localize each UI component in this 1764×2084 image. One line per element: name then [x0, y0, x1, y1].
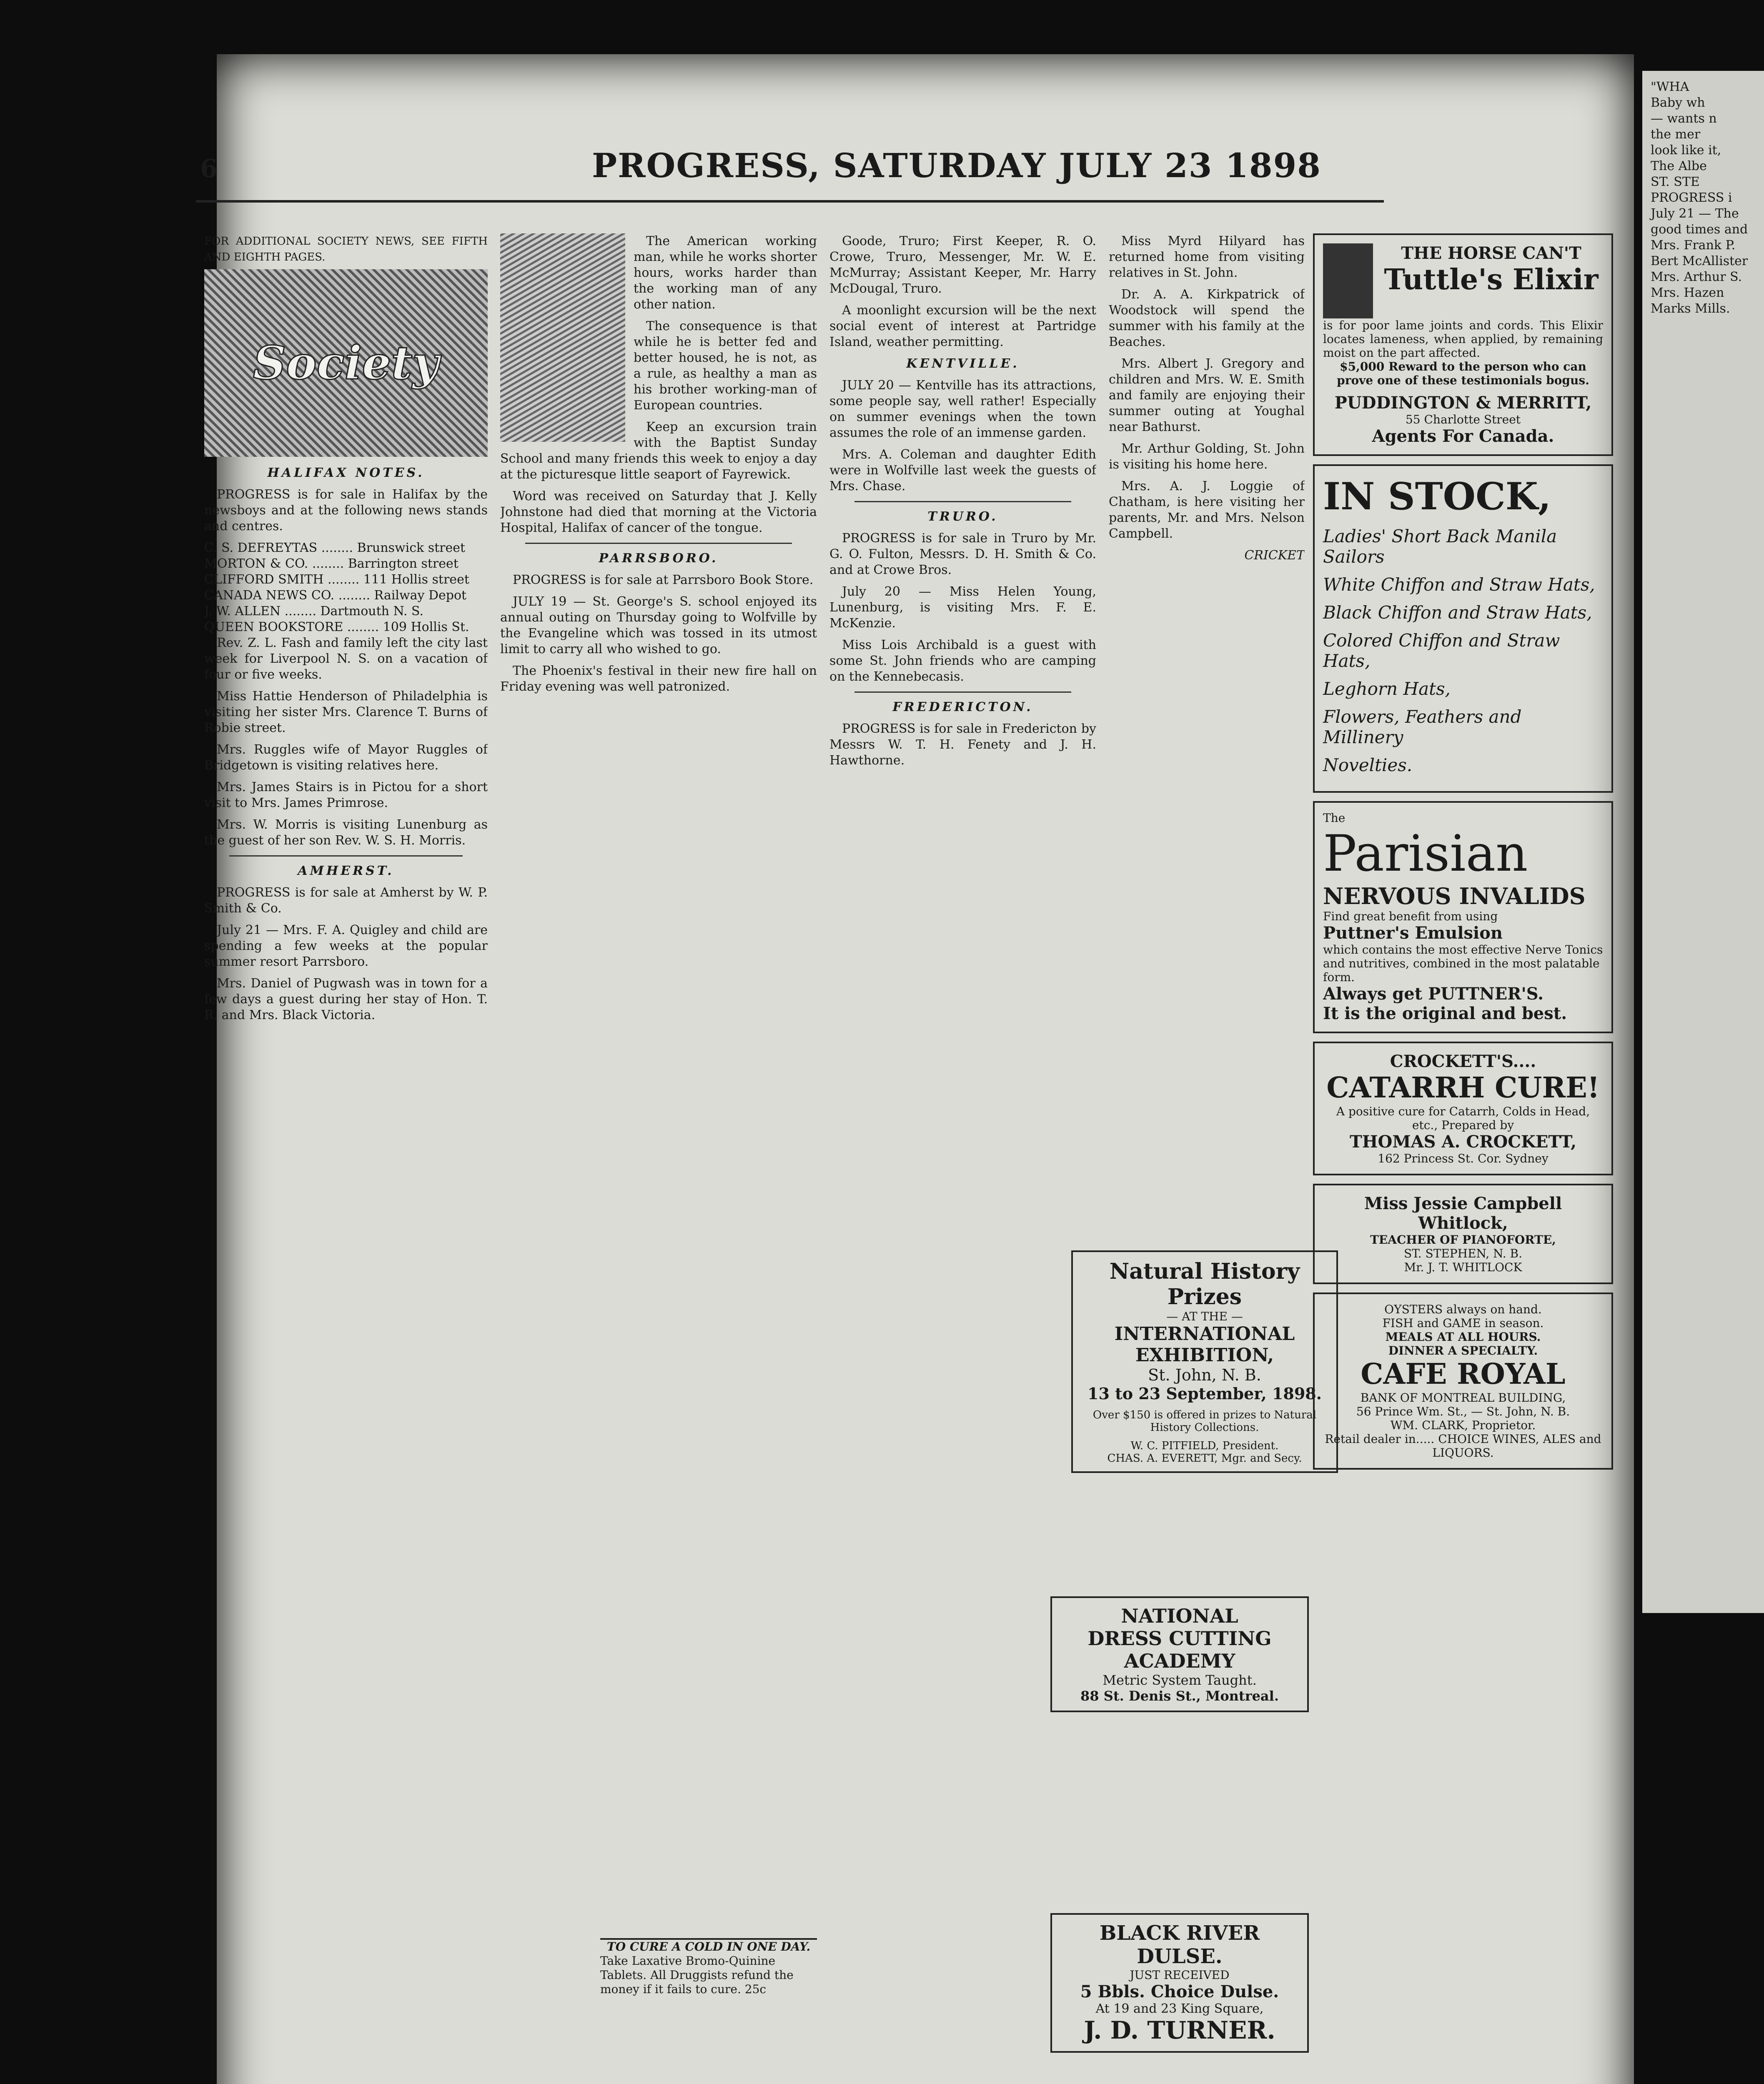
paragraph-group [829, 584, 1096, 685]
text-fragment: the mer [1651, 127, 1701, 142]
agent-line: C. S. DEFREYTAS ........ Brunswick street [204, 541, 466, 555]
divider [854, 501, 1071, 502]
ad-agent: PUDDINGTON & MERRITT, [1334, 393, 1592, 413]
paragraph-group [1109, 233, 1305, 542]
ad-text: is for poor lame joints and cords. This Elixir locates lameness, when applied, by remaining moist on the part affected. [1323, 318, 1603, 360]
text-fragment: look like it, [1651, 143, 1721, 158]
text-fragment: — wants n [1651, 111, 1717, 126]
ad-heading: INTERNATIONAL EXHIBITION, [1114, 1323, 1295, 1366]
paragraph: July 20 — Miss Helen Young, Lunenburg, is visiting Mrs. F. E. McKenzie. [829, 584, 1096, 631]
agent-line: J. W. ALLEN ........ Dartmouth N. S. [204, 604, 423, 619]
ad-column [1313, 233, 1613, 1478]
stock-item: Ladies' Short Back Manila Sailors [1323, 526, 1557, 567]
paragraph: PROGRESS is for sale at Amherst by W. P. Smith & Co. [204, 885, 488, 916]
ad-address: At 19 and 23 King Square, [1095, 2001, 1264, 2016]
ad-line: DRESS CUTTING [1087, 1627, 1272, 1650]
adjacent-page [1642, 71, 1764, 1613]
ad-brand: Tuttle's Elixir [1384, 263, 1599, 296]
paragraph: The Phoenix's festival in their new fire hall on Friday evening was well patronized. [500, 664, 817, 694]
paragraph: Mrs. Ruggles wife of Mayor Ruggles of Bridgetown is visiting relatives here. [204, 742, 488, 773]
column-3 [829, 233, 1096, 2084]
ad-title: IN STOCK, [1323, 474, 1551, 518]
paragraph: Mrs. James Stairs is in Pictou for a short visit to Mrs. James Primrose. [204, 780, 488, 810]
working-man-illustration [500, 233, 625, 442]
text-fragment: Mrs. Hazen [1651, 286, 1724, 300]
text-fragment: Mrs. Arthur S. [1651, 270, 1742, 284]
paragraph: Goode, Truro; First Keeper, R. O. Crowe, Truro, Messenger, Mr. W. E. McMurray; Assistant Keeper, Mr. Harry McDougal, Truro. [829, 234, 1096, 296]
ad-address: 162 Princess St. Cor. Sydney [1378, 1152, 1549, 1165]
paragraph: Mrs. Daniel of Pugwash was in town for a few days a guest during her stay of Hon. T. R. and Mrs. Black Victoria. [204, 976, 488, 1022]
ad-line: WM. CLARK, Proprietor. [1390, 1418, 1536, 1432]
agent-list [204, 540, 488, 635]
section-heading: FREDERICTON. [892, 700, 1033, 714]
text-fragment: July 21 — The [1651, 206, 1739, 221]
paragraph: July 21 — Mrs. F. A. Quigley and child are spending a few weeks at the popular summer resort Parrsboro. [204, 923, 488, 969]
piano-teacher-ad [1313, 1184, 1613, 1284]
ad-name: THOMAS A. CROCKETT, [1349, 1132, 1577, 1152]
text-fragment: ST. STE [1651, 175, 1700, 189]
ad-address: 55 Charlotte Street [1405, 413, 1521, 426]
section-heading: AMHERST. [298, 864, 394, 878]
paragraph: Mrs. W. Morris is visiting Lunenburg as the guest of her son Rev. W. S. H. Morris. [204, 817, 488, 848]
natural-history-ad [1071, 1250, 1338, 1473]
ad-line: NATIONAL [1121, 1605, 1238, 1627]
paragraph-group [204, 922, 488, 1023]
ad-line: It is the original and best. [1323, 1004, 1567, 1023]
society-illustration [204, 269, 488, 457]
paragraph: Word was received on Saturday that J. Kelly Johnstone had died that morning at the Victoria Hospital, Halifax of cancer of the tongue. [500, 489, 817, 535]
section-heading: TRURO. [927, 509, 998, 524]
ad-merchant: J. D. TURNER. [1084, 2016, 1275, 2044]
paragraph: JULY 19 — St. George's S. school enjoyed its annual outing on Thursday going to Wolfville by the Evangeline which was tossed in its utmost limit to carry all who wished to go. [500, 594, 817, 656]
stock-item: White Chiffon and Straw Hats, [1323, 574, 1595, 595]
dress-cutting-academy-ad [1050, 1596, 1309, 1712]
in-stock-ad [1313, 464, 1613, 793]
column-2 [500, 233, 817, 2084]
divider [525, 543, 792, 544]
divider [229, 855, 463, 857]
stock-item: Black Chiffon and Straw Hats, [1323, 602, 1592, 623]
page-header [196, 138, 1384, 203]
paragraph-group [829, 378, 1096, 494]
ad-title: TEACHER OF PIANOFORTE, [1370, 1233, 1556, 1247]
section-heading: HALIFAX NOTES. [267, 466, 425, 480]
agent-line: CLIFFORD SMITH ........ 111 Hollis street [204, 572, 469, 587]
paragraph: Miss Lois Archibald is a guest with some St. John friends who are camping on the Kennebecasis. [829, 638, 1096, 684]
ad-line: 5 Bbls. Choice Dulse. [1080, 1982, 1279, 2001]
text-fragment: The Albe [1651, 159, 1707, 173]
ad-signer: CHAS. A. EVERETT, Mgr. and Secy. [1107, 1452, 1302, 1465]
stock-item: Leghorn Hats, [1323, 679, 1451, 699]
paragraph: Miss Myrd Hilyard has returned home from visiting relatives in St. John. [1109, 234, 1305, 280]
ad-line: Always get PUTTNER'S. [1323, 984, 1544, 1004]
signoff: CRICKET [1244, 548, 1305, 563]
text-fragment: Bert McAllister [1651, 254, 1748, 268]
paragraph: PROGRESS is for sale in Fredericton by Messrs W. T. H. Fenety and J. H. Hawthorne. [829, 721, 1096, 768]
agent-line: MORTON & CO. ........ Barrington street [204, 556, 459, 571]
ad-text: Find great benefit from using [1323, 909, 1498, 923]
paragraph: Dr. A. A. Kirkpatrick of Woodstock will spend the summer with his family at the Beaches. [1109, 287, 1305, 349]
ad-title: BLACK RIVER DULSE. [1099, 1921, 1260, 1968]
section-heading: KENTVILLE. [906, 356, 1020, 371]
ad-product: Puttner's Emulsion [1323, 923, 1503, 943]
ad-heading: NERVOUS INVALIDS [1323, 883, 1586, 909]
catarrh-cure-ad [1313, 1042, 1613, 1175]
puttners-emulsion-ad [1313, 801, 1613, 1033]
ad-line: ACADEMY [1124, 1650, 1235, 1672]
ad-line: Retail dealer in..... CHOICE WINES, ALES and LIQUORS. [1325, 1432, 1601, 1460]
text-fragment: Marks Mills. [1651, 301, 1730, 316]
paragraph: Mr. Arthur Golding, St. John is visiting his home here. [1109, 441, 1305, 472]
ad-title: CAFE ROYAL [1361, 1358, 1566, 1391]
ad-ref: Mr. J. T. WHITLOCK [1404, 1260, 1522, 1274]
paragraph: Rev. Z. L. Fash and family left the city last week for Liverpool N. S. on a vacation of four or five weeks. [204, 636, 488, 682]
black-river-dulse-ad [1050, 1913, 1309, 2053]
ad-title: THE HORSE CAN'T [1401, 243, 1581, 263]
paragraph: Mrs. A. J. Loggie of Chatham, is here visiting her parents, Mr. and Mrs. Nelson Campbell. [1109, 479, 1305, 541]
ad-line: FISH and GAME in season. [1382, 1316, 1544, 1330]
paragraph: Keep an excursion train with the Baptist Sunday School and many friends this week to enjoy a day at the picturesque little seaport of Fayrewick. [500, 420, 817, 482]
ad-line: DINNER A SPECIALTY. [1388, 1344, 1538, 1358]
paragraph: Mrs. Albert J. Gregory and children and Mrs. W. E. Smith and family are enjoying their summer outing at Youghal near Bathurst. [1109, 356, 1305, 434]
section-heading: PARRSBORO. [599, 551, 719, 566]
agent-line: QUEEN BOOKSTORE ........ 109 Hollis St. [204, 620, 469, 634]
ad-text: $5,000 Reward to the person who can prove one of these testimonials bogus. [1337, 360, 1589, 387]
ad-line: Metric System Taught. [1102, 1672, 1257, 1688]
ad-text: Over $150 is offered in prizes to Natural History Collections. [1092, 1409, 1317, 1434]
paragraph: The consequence is that while he is better fed and better housed, he is not, as a rule, as healthy a man as his brother working-man of European countries. [634, 319, 817, 413]
paragraph-group [500, 594, 817, 695]
ad-text: which contains the most effective Nerve Tonics and nutritives, combined in the most palatable form. [1323, 943, 1603, 984]
ad-role: Agents For Canada. [1372, 426, 1554, 446]
ad-signer: W. C. PITFIELD, President. [1130, 1440, 1279, 1452]
tuttles-elixir-ad [1313, 233, 1613, 456]
ad-dates: 13 to 23 September, 1898. [1087, 1384, 1322, 1403]
paragraph: PROGRESS is for sale at Parrsboro Book Store. [513, 573, 814, 587]
paragraph: Miss Hattie Henderson of Philadelphia is visiting her sister Mrs. Clarence T. Burns of Robie street. [204, 689, 488, 735]
ad-line: BANK OF MONTREAL BUILDING, [1360, 1391, 1566, 1405]
ad-title: CROCKETT'S.... [1390, 1052, 1536, 1071]
ad-line: OYSTERS always on hand. [1384, 1302, 1542, 1316]
paragraph: A moonlight excursion will be the next social event of interest at Partridge Island, weather permitting. [829, 303, 1096, 349]
text-fragment: PROGRESS i [1651, 190, 1732, 205]
text-fragment: "WHA [1651, 80, 1689, 94]
paragraph: The American working man, while he works shorter hours, works harder than the working man of any other nation. [634, 234, 817, 312]
ad-line: The [1323, 811, 1346, 825]
cafe-royal-ad [1313, 1292, 1613, 1470]
paragraph: PROGRESS is for sale in Halifax by the newsboys and at the following news stands and centres. [204, 487, 488, 534]
agent-line: CANADA NEWS CO. ........ Railway Depot [204, 588, 467, 603]
ad-name: Miss Jessie Campbell Whitlock, [1364, 1194, 1562, 1233]
column-1 [204, 233, 488, 2084]
ad-address: 88 St. Denis St., Montreal. [1080, 1688, 1279, 1704]
text-fragment: Mrs. Frank P. [1651, 238, 1736, 253]
stock-item: Colored Chiffon and Straw Hats, [1323, 630, 1560, 671]
paragraph: JULY 20 — Kentville has its attractions, some people say, well rather! Especially on summer evenings when the town assumes the role of an immense garden. [829, 378, 1096, 440]
ad-text: A positive cure for Catarrh, Colds in Head, etc., Prepared by [1336, 1105, 1590, 1132]
stock-item: Novelties. [1323, 755, 1413, 775]
adjacent-page-fragments [1642, 71, 1764, 325]
masthead: PROGRESS, SATURDAY JULY 23 1898 [592, 146, 1321, 185]
ad-brand: Parisian [1323, 825, 1528, 883]
ad-address: 56 Prince Wm. St., — St. John, N. B. [1356, 1405, 1570, 1418]
stock-item: Flowers, Feathers and Millinery [1323, 706, 1522, 747]
paragraph-group [829, 233, 1096, 350]
ad-text: Take Laxative Bromo-Quinine Tablets. All Druggists refund the money if it fails to cure. 25c [600, 1954, 794, 1996]
ad-subtitle: — AT THE — [1166, 1310, 1243, 1323]
horse-illustration [1323, 243, 1373, 318]
page-number: 6 [200, 154, 218, 183]
society-art-title: Society [253, 336, 439, 390]
ad-place: ST. STEPHEN, N. B. [1403, 1247, 1523, 1260]
paragraph: Mrs. A. Coleman and daughter Edith were in Wolfville last week the guests of Mrs. Chase. [829, 447, 1096, 493]
ad-line: JUST RECEIVED [1130, 1968, 1230, 1982]
paragraph: PROGRESS is for sale in Truro by Mr. G. O. Fulton, Messrs. D. H. Smith & Co. and at Crowe Bros. [829, 531, 1096, 577]
society-note: FOR ADDITIONAL SOCIETY NEWS, SEE FIFTH AND EIGHTH PAGES. [204, 235, 488, 263]
ad-title: TO CURE A COLD IN ONE DAY. [606, 1940, 811, 1954]
stock-list [1323, 526, 1603, 775]
ad-product: CATARRH CURE! [1326, 1071, 1600, 1105]
bromo-quinine-ad [600, 1938, 817, 1996]
ad-line: MEALS AT ALL HOURS. [1385, 1330, 1541, 1344]
text-fragment: good times and [1651, 222, 1748, 237]
ad-title: Natural History Prizes [1109, 1259, 1300, 1310]
ad-place: St. John, N. B. [1148, 1366, 1261, 1384]
paragraph-group [204, 635, 488, 849]
text-fragment: Baby wh [1651, 95, 1705, 110]
divider [854, 691, 1071, 693]
